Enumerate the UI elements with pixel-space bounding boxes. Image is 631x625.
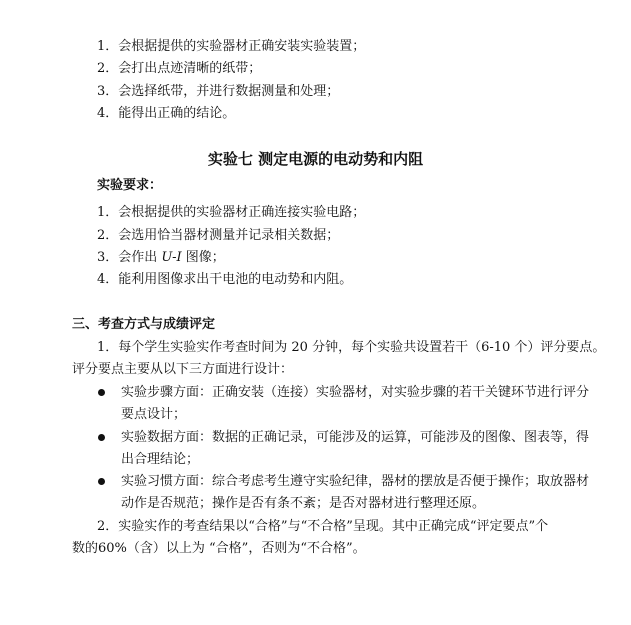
item3-prefix: 3．会作出	[97, 250, 162, 265]
paragraph-line: 评分要点主要从以下三方面进行设计：	[72, 362, 294, 377]
item3-suffix: 图像；	[181, 250, 225, 265]
bullet-line: 要点设计；	[121, 407, 187, 422]
item3-italic: U-I	[161, 250, 182, 265]
bullet-line: 出合理结论；	[121, 452, 200, 467]
list-item: 2．会选用恰当器材测量并记录相关数据；	[97, 228, 340, 243]
bullet-line: 实验习惯方面：综合考虑考生遵守实验纪律，器材的摆放是否便于操作；取放器材	[121, 474, 590, 489]
paragraph-line: 2．实验实作的考查结果以“合格”与“不合格”呈现。其中正确完成“评定要点”个	[97, 519, 549, 534]
paragraph-line: 1．每个学生实验实作考查时间为 20 分钟，每个实验共设置若干（6-10 个）评分要点。	[97, 340, 606, 355]
section-heading: 三、考查方式与成绩评定	[72, 317, 216, 332]
list-item: 2．会打出点迹清晰的纸带；	[97, 61, 262, 76]
list-item: 4．能得出正确的结论。	[97, 106, 236, 121]
list-item: 1．会根据提供的实验器材正确安装实验装置；	[97, 39, 366, 54]
bullet-line: 实验步骤方面：正确安装（连接）实验器材，对实验步骤的若干关键环节进行评分	[121, 385, 590, 400]
bullet-line: 实验数据方面：数据的正确记录，可能涉及的运算，可能涉及的图像、图表等，得	[121, 430, 590, 445]
experiment-title: 实验七 测定电源的电动势和内阻	[207, 150, 424, 168]
paragraph-line: 数的60%（含）以上为 “合格”，否则为“不合格”。	[72, 541, 366, 556]
requirements-heading: 实验要求：	[97, 178, 163, 193]
list-item: 4．能利用图像求出干电池的电动势和内阻。	[97, 272, 353, 287]
bullet-line: 动作是否规范；操作是否有条不紊；是否对器材进行整理还原。	[121, 496, 486, 511]
bullet-dot	[98, 478, 105, 485]
list-item: 1．会根据提供的实验器材正确连接实验电路；	[97, 205, 366, 220]
list-item: 3．会选择纸带，并进行数据测量和处理；	[97, 84, 340, 99]
bullet-dot	[98, 434, 105, 441]
list-item	[97, 250, 225, 266]
bullet-dot	[98, 389, 105, 396]
